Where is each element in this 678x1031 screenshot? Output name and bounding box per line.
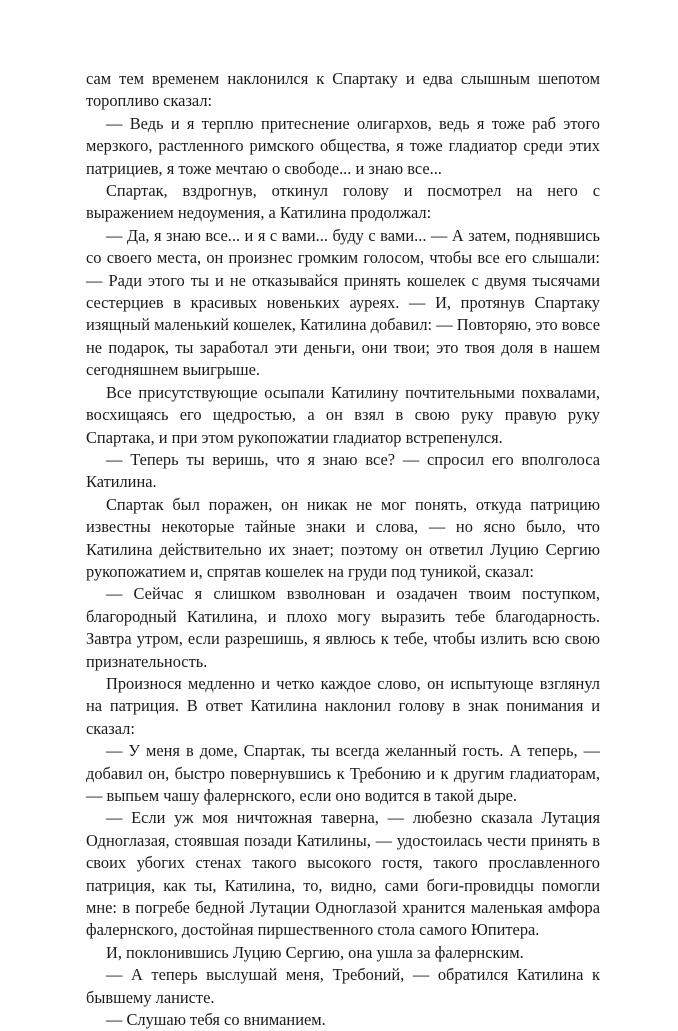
paragraph-4: — Да, я знаю все... и я с вами... буду с вами... — А затем, поднявшись со своего места, он произнес громким голосом, чтобы все его слышали: — Ради этого ты и не отказывайся принять кошелек с двумя тысячами сестерциев в красивых новеньких ауреях. — И, протянув Спартаку изящный маленький кошелек, Катилина добавил: — Повторяю, это вовсе не подарок, ты заработал эти деньги, они твои; это твоя доля в нашем сегодняшнем выигрыше. (86, 225, 600, 380)
paragraph-3: Спартак, вздрогнув, откинул голову и посмотрел на него с выражением недоумения, а Катилина продолжал: (86, 181, 600, 223)
paragraph-6: — Теперь ты веришь, что я знаю все? — спросил его вполголоса Катилина. (86, 449, 600, 492)
paragraph-12: И, поклонившись Луцию Сергию, она ушла за фалернским. (106, 942, 524, 962)
book-page (86, 68, 600, 1031)
paragraph-13: — А теперь выслушай меня, Требоний, — обратился Катилина к бывшему ланисте. (86, 965, 600, 1007)
paragraph-14: — Слушаю тебя со вниманием. (106, 1010, 326, 1030)
paragraph-8: — Сейчас я слишком взволнован и озадачен твоим поступком, благородный Катилина, и плохо могу выразить тебе благодарность. Завтра утром, если разрешишь, я явлюсь к тебе, чтобы излить всю свою признательность. (86, 584, 600, 671)
paragraph-10: — У меня в доме, Спартак, ты всегда желанный гость. А теперь, — добавил он, быстро повернувшись к Требонию и к другим гладиаторам, — выпьем чашу фалернского, если оно водится в такой дыре. (86, 741, 600, 805)
paragraph-2: — Ведь и я терплю притеснение олигархов, ведь я тоже раб этого мерзкого, растленного римского общества, я тоже гладиатор среди этих патрициев, я тоже мечтаю о свободе... и знаю все... (86, 113, 600, 178)
paragraph-7: Спартак был поражен, он никак не мог понять, откуда патрицию известны некоторые тайные знаки и слова, — но ясно было, что Катилина действительно их знает; поэтому он ответил Луцию Сергию рукопожатием и, спрятав кошелек на груди под туникой, сказал: (86, 494, 600, 581)
paragraph-11: — Если уж моя ничтожная таверна, — любезно сказала Лутация Одноглазая, стоявшая позади Катилины, — удостоилась чести принять в своих убогих стенах такого высокого гостя, такого прославленного патриция, как ты, Катилина, то, видно, сами боги-провидцы помогли мне: в погребе бедной Лутации Одноглазой хранится маленькая амфора фалернского, достойная пиршественного стола самого Юпитера. (86, 808, 600, 940)
paragraph-9: Произнося медленно и четко каждое слово, он испытующе взглянул на патриция. В ответ Катилина наклонил голову в знак понимания и сказал: (86, 673, 600, 738)
paragraph-1: сам тем временем наклонился к Спартаку и едва слышным шепотом торопливо сказал: (86, 69, 600, 111)
paragraph-5: Все присутствующие осыпали Катилину почтительными похвалами, восхищаясь его щедростью, а он взял в свою руку правую руку Спартака, и при этом рукопожатии гладиатор встрепенулся. (86, 382, 600, 447)
